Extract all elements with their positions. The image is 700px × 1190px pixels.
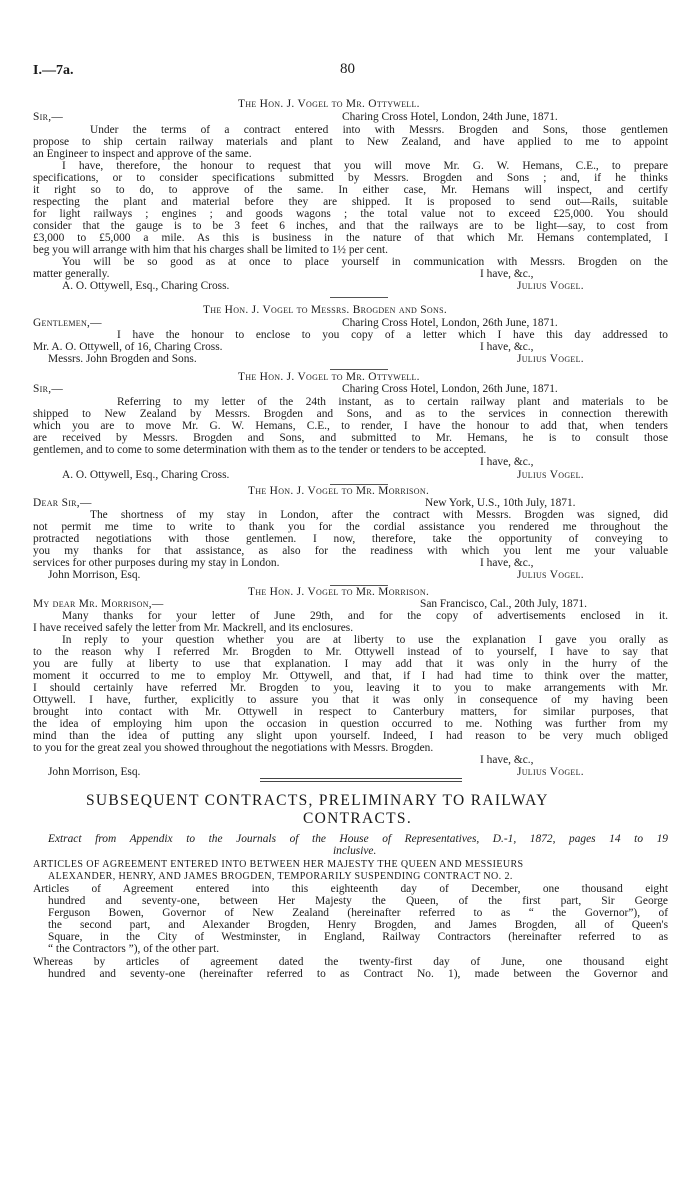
page-number: 80 [340,61,355,77]
letter-signature: Julius Vogel. [517,569,584,581]
letter-body-line: Many thanks for your letter of June 29th, and for the copy of advertisements enclosed in it. [62,610,668,622]
letter-body-line: it right so to do, to approve of the same. In either case, Mr. Hemans will inspect, and certify [33,184,668,196]
letter-body-line: not permit me time to write to thank you for the cordial assistance you rendered me throughout the [33,521,668,533]
letter-body-line: services for other purposes during my stay in London. [33,557,280,569]
articles-paragraph-line: “ the Contractors ”), of the other part. [48,943,220,955]
letter-place-date: Charing Cross Hotel, London, 26th June, 1871. [342,317,558,329]
extract-citation: Extract from Appendix to the Journals of the House of Representatives, D.-1, 1872, pages 14 to 19 [48,833,668,845]
letter-closing: I have, &c., [480,754,534,766]
extract-citation-continued: inclusive. [333,845,377,857]
letter-title: The Hon. J. Vogel to Messrs. Brogden and Sons. [203,304,447,316]
letter-body-line: matter generally. [33,268,110,280]
document-reference: I.—7a. [33,63,74,78]
letter-body-line: shipped to New Zealand by Messrs. Brogden and Sons, and as to the services in connection therewith [33,408,668,420]
letter-salutation: Dear Sir,— [33,497,92,509]
letter-body-line: respecting the plant and material before they are shipped. It is proposed to send out—Rails, suitable [33,196,668,208]
letter-closing: I have, &c., [480,268,534,280]
section-divider [330,369,388,370]
letter-body-line: brought into contact with Mr. Ottywell in respect to Canterbury matters, for similar purposes, that [33,706,668,718]
letter-title: The Hon. J. Vogel to Mr. Ottywell. [238,371,420,383]
letter-body-line: beg you will arrange with him that his charges shall be limited to 1½ per cent. [33,244,389,256]
letter-body-line: In reply to your question whether you are at liberty to use the explanation I gave you orally as [62,634,668,646]
letter-body-line: the idea of employing him upon the occasion in question occurred to me. Nothing was further from my [33,718,668,730]
letter-place-date: New York, U.S., 10th July, 1871. [425,497,576,509]
letter-body-line: Under the terms of a contract entered into with Messrs. Brogden and Sons, those gentlemen [90,124,668,136]
letter-addressee: John Morrison, Esq. [48,766,141,778]
articles-paragraph-line: Articles of Agreement entered into this eighteenth day of December, one thousand eight [33,883,668,895]
letter-addressee: Messrs. John Brogden and Sons. [48,353,197,365]
letter-title: The Hon. J. Vogel to Mr. Ottywell. [238,98,420,110]
letter-body-line: to the reason why I referred Mr. Brogden to Mr. Ottywell instead of to yourself, I have to say that [33,646,668,658]
articles-paragraph-line: Ferguson Bowen, Governor of New Zealand (hereinafter referred to as “ the Governor”), of [48,907,668,919]
letter-body-line: Mr. A. O. Ottywell, of 16, Charing Cross. [33,341,223,353]
letter-place-date: Charing Cross Hotel, London, 26th June, 1871. [342,383,558,395]
letter-body-line: you are fully at liberty to use that explanation. I may add that it was only in the hurry of the [33,658,668,670]
whereas-paragraph-line: Whereas by articles of agreement dated the twenty-first day of June, one thousand eight [33,956,668,968]
letter-salutation: My dear Mr. Morrison,— [33,598,164,610]
whereas-paragraph-line: hundred and seventy-one (hereinafter referred to as Contract No. 1), made between the Governor and [48,968,668,980]
letter-addressee: A. O. Ottywell, Esq., Charing Cross. [62,469,230,481]
section-heading-continued: CONTRACTS. [303,810,413,827]
letter-body-line: specifications, or to consider specifications submitted by Messrs. Brogden and Sons ; and, if he thinks [33,172,668,184]
letter-body-line: which you are to move Mr. G. W. Hemans, C.E., to render, I have the honour to add that, when tenders [33,420,668,432]
letter-body-line: I have received safely the letter from Mr. Mackrell, and its enclosures. [33,622,354,634]
letter-body-line: for light railways ; engines ; and goods wagons ; the total value not to exceed £25,000. You should [33,208,668,220]
letter-body-line: I should certainly have referred Mr. Brogden to you, leaving it to you to make arrangements with Mr. [33,682,668,694]
letter-body-line: mind than the idea of putting any slight upon yourself. Indeed, I had reason to be very much obliged [33,730,668,742]
letter-salutation: Gentlemen,— [33,317,102,329]
letter-body-line: £3,000 to £5,000 a mile. As this is business in the nature of that which Mr. Hemans contemplated, I [33,232,668,244]
letter-body-line: are received by Messrs. Brogden and Sons, and submitted to Mr. Hemans, he is to consult those [33,432,668,444]
letter-place-date: San Francisco, Cal., 20th July, 1871. [420,598,587,610]
letter-closing: I have, &c., [480,456,534,468]
letter-salutation: Sir,— [33,383,64,395]
section-divider [330,297,388,298]
letter-salutation: Sir,— [33,111,64,123]
letter-body-line: an Engineer to inspect and approve of the same. [33,148,252,160]
letter-closing: I have, &c., [480,341,534,353]
letter-addressee: John Morrison, Esq. [48,569,141,581]
letter-place-date: Charing Cross Hotel, London, 24th June, 1871. [342,111,558,123]
section-heading: SUBSEQUENT CONTRACTS, PRELIMINARY TO RAILWAY [86,792,549,809]
letter-title: The Hon. J. Vogel to Mr. Morrison. [248,586,430,598]
letter-signature: Julius Vogel. [517,766,584,778]
letter-body-line: to you for the great zeal you showed throughout the negotiations with Messrs. Brogden. [33,742,434,754]
letter-body-line: The shortness of my stay in London, after the contract with Messrs. Brogden was signed, did [90,509,668,521]
letter-body-line: I have the honour to enclose to you copy of a letter which I have this day addressed to [117,329,668,341]
articles-paragraph-line: the second part, and Alexander Brogden, Henry Brogden, and James Brogden, all of Queen's [48,919,668,931]
letter-body-line: moment it occurred to me to employ Mr. Ottywell, and that, if I had had time to think over the matter, [33,670,668,682]
letter-body-line: You will be so good as at once to place yourself in communication with Messrs. Brogden on the [62,256,668,268]
letter-body-line: protracted negotiations with those gentlemen. I now, therefore, take the opportunity of conveying to [33,533,668,545]
letter-body-line: gentlemen, and to come to some determination with them as to the tender or tenders to be accepted. [33,444,487,456]
letter-body-line: Referring to my letter of the 24th instant, as to certain railway plant and materials to be [117,396,668,408]
letter-signature: Julius Vogel. [517,469,584,481]
letter-signature: Julius Vogel. [517,353,584,365]
letter-body-line: consider that the gauge is to be 3 feet 6 inches, and that the railways are to be light—say, to cost from [33,220,668,232]
letter-body-line: Ottywell. I have, further, explicitly to assure you that it was only in consequence of my having been [33,694,668,706]
section-double-rule [260,778,462,782]
articles-paragraph-line: hundred and seventy-one, between Her Majesty the Queen, of the first part, Sir George [48,895,668,907]
letter-body-line: propose to ship certain railway materials and plant to New Zealand, and have applied to me to appoint [33,136,668,148]
letter-addressee: A. O. Ottywell, Esq., Charing Cross. [62,280,230,292]
letter-title: The Hon. J. Vogel to Mr. Morrison. [248,485,430,497]
letter-body-line: I have, therefore, the honour to request that you will move Mr. G. W. Hemans, C.E., to prepare [62,160,668,172]
letter-signature: Julius Vogel. [517,280,584,292]
articles-title-continued: ALEXANDER, HENRY, AND JAMES BROGDEN, TEMPORARILY SUSPENDING CONTRACT NO. 2. [48,871,513,882]
articles-paragraph-line: Square, in the City of Westminster, in England, Railway Contractors (hereinafter referred to as [48,931,668,943]
articles-title: ARTICLES OF AGREEMENT ENTERED INTO BETWEEN HER MAJESTY THE QUEEN AND MESSIEURS [33,859,524,870]
letter-closing: I have, &c., [480,557,534,569]
letter-body-line: you my thanks for that assistance, as also for the readiness with which you lent me your valuable [33,545,668,557]
